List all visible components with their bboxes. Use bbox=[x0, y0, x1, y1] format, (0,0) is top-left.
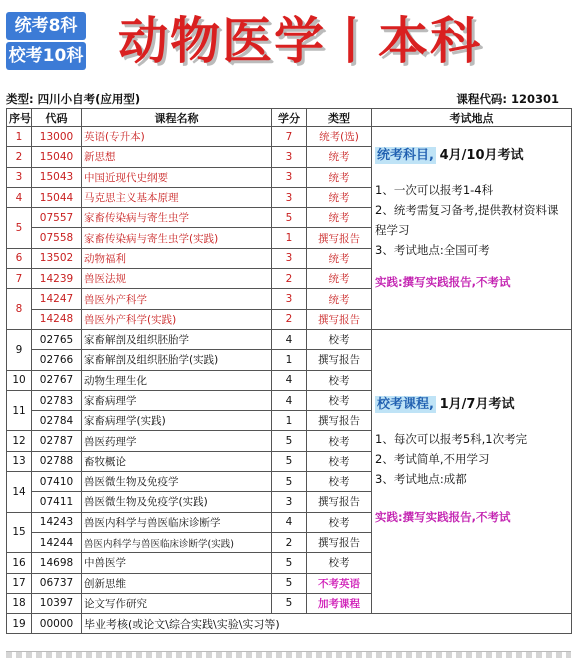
course-name: 动物生理生化 bbox=[82, 370, 272, 390]
course-code: 07558 bbox=[32, 228, 82, 248]
course-name: 家畜传染病与寄生虫学 bbox=[82, 208, 272, 228]
course-name: 马克思主义基本原理 bbox=[82, 187, 272, 207]
course-type: 校考 bbox=[307, 512, 372, 532]
course-credit: 7 bbox=[272, 127, 307, 147]
course-name: 兽医药理学 bbox=[82, 431, 272, 451]
course-credit: 3 bbox=[272, 167, 307, 187]
type-value: 四川小自考(应用型) bbox=[37, 92, 141, 106]
course-credit: 1 bbox=[272, 411, 307, 431]
row-number: 8 bbox=[7, 289, 32, 330]
course-code: 14248 bbox=[32, 309, 82, 329]
course-credit: 3 bbox=[272, 492, 307, 512]
course-type: 校考 bbox=[307, 390, 372, 410]
course-type: 撰写报告 bbox=[307, 411, 372, 431]
course-name: 兽医内科学与兽医临床诊断学(实践) bbox=[82, 532, 272, 552]
course-code: 13000 bbox=[32, 127, 82, 147]
course-credit: 3 bbox=[272, 187, 307, 207]
course-type: 不考英语 bbox=[307, 573, 372, 593]
header-code: 代码 bbox=[32, 109, 82, 127]
course-code: 07557 bbox=[32, 208, 82, 228]
course-type: 撰写报告 bbox=[307, 309, 372, 329]
course-credit: 4 bbox=[272, 512, 307, 532]
unified-exam-info bbox=[372, 127, 572, 330]
course-name: 家畜传染病与寄生虫学(实践) bbox=[82, 228, 272, 248]
course-type: 撰写报告 bbox=[307, 228, 372, 248]
row-number: 13 bbox=[7, 451, 32, 471]
course-name: 论文写作研究 bbox=[82, 593, 272, 613]
course-name: 兽医外产科学(实践) bbox=[82, 309, 272, 329]
school-exam-info bbox=[372, 329, 572, 613]
course-name: 英语(专升本) bbox=[82, 127, 272, 147]
program-type bbox=[6, 91, 140, 107]
course-name: 毕业考核(或论文\综合实践\实验\实习等) bbox=[82, 614, 572, 634]
course-code: 14243 bbox=[32, 512, 82, 532]
info-line-3: 3、考试地点:成都 bbox=[375, 471, 467, 486]
course-name: 家畜解剖及组织胚胎学(实践) bbox=[82, 350, 272, 370]
practice-note: 实践:撰写实践报告,不考试 bbox=[375, 275, 511, 289]
course-name: 中兽医学 bbox=[82, 553, 272, 573]
row-number: 14 bbox=[7, 472, 32, 513]
course-code: 02766 bbox=[32, 350, 82, 370]
row-number: 11 bbox=[7, 390, 32, 431]
header bbox=[0, 0, 575, 86]
exam-category-highlight: 校考课程, bbox=[377, 396, 434, 412]
course-credit: 2 bbox=[272, 269, 307, 289]
header-credit: 学分 bbox=[272, 109, 307, 127]
course-credit: 2 bbox=[272, 309, 307, 329]
course-credit: 5 bbox=[272, 451, 307, 471]
course-type: 统考(选) bbox=[307, 127, 372, 147]
course-type: 校考 bbox=[307, 472, 372, 492]
course-name: 家畜解剖及组织胚胎学 bbox=[82, 329, 272, 349]
info-line-2: 2、考试简单,不用学习 bbox=[375, 451, 490, 466]
course-type: 校考 bbox=[307, 329, 372, 349]
course-type: 统考 bbox=[307, 269, 372, 289]
course-name: 家畜病理学 bbox=[82, 390, 272, 410]
row-number: 19 bbox=[7, 614, 32, 634]
course-type: 统考 bbox=[307, 289, 372, 309]
course-code: 02783 bbox=[32, 390, 82, 410]
row-number: 16 bbox=[7, 553, 32, 573]
course-name: 新思想 bbox=[82, 147, 272, 167]
course-code: 15044 bbox=[32, 187, 82, 207]
exam-category-highlight: 统考科目, bbox=[377, 148, 434, 163]
course-code: 02787 bbox=[32, 431, 82, 451]
row-number: 6 bbox=[7, 248, 32, 268]
row-number: 18 bbox=[7, 593, 32, 613]
course-name: 兽医微生物及免疫学(实践) bbox=[82, 492, 272, 512]
course-credit: 5 bbox=[272, 573, 307, 593]
course-credit: 5 bbox=[272, 431, 307, 451]
info-line-3: 3、考试地点:全国可考 bbox=[375, 243, 490, 257]
row-number: 7 bbox=[7, 269, 32, 289]
course-credit: 5 bbox=[272, 553, 307, 573]
course-credit: 3 bbox=[272, 147, 307, 167]
course-name: 兽医内科学与兽医临床诊断学 bbox=[82, 512, 272, 532]
unified-count-tag: 统考8科 bbox=[6, 12, 86, 40]
course-code: 15040 bbox=[32, 147, 82, 167]
table-row bbox=[7, 127, 572, 147]
course-name: 兽医外产科学 bbox=[82, 289, 272, 309]
table-row bbox=[7, 614, 572, 634]
code-label: 课程代码: bbox=[456, 92, 507, 106]
course-code: 06737 bbox=[32, 573, 82, 593]
table-body bbox=[7, 127, 572, 634]
course-credit: 1 bbox=[272, 228, 307, 248]
course-credit: 1 bbox=[272, 350, 307, 370]
course-type: 统考 bbox=[307, 208, 372, 228]
course-code: 14698 bbox=[32, 553, 82, 573]
row-number: 3 bbox=[7, 167, 32, 187]
course-name: 动物福利 bbox=[82, 248, 272, 268]
course-code: 00000 bbox=[32, 614, 82, 634]
course-credit: 4 bbox=[272, 370, 307, 390]
course-table bbox=[6, 108, 572, 634]
course-name: 畜牧概论 bbox=[82, 451, 272, 471]
course-type: 加考课程 bbox=[307, 593, 372, 613]
course-type: 统考 bbox=[307, 167, 372, 187]
header-type: 类型 bbox=[307, 109, 372, 127]
course-code: 13502 bbox=[32, 248, 82, 268]
course-name: 家畜病理学(实践) bbox=[82, 411, 272, 431]
type-label: 类型: bbox=[6, 92, 34, 106]
course-code: 14239 bbox=[32, 269, 82, 289]
row-number: 9 bbox=[7, 329, 32, 370]
course-type: 校考 bbox=[307, 553, 372, 573]
school-count-tag: 校考10科 bbox=[6, 42, 86, 70]
course-type: 撰写报告 bbox=[307, 350, 372, 370]
course-code: 07410 bbox=[32, 472, 82, 492]
row-number: 4 bbox=[7, 187, 32, 207]
course-code: 14247 bbox=[32, 289, 82, 309]
code-value: 120301 bbox=[510, 92, 559, 106]
row-number: 12 bbox=[7, 431, 32, 451]
row-number: 10 bbox=[7, 370, 32, 390]
course-code: 02784 bbox=[32, 411, 82, 431]
row-number: 17 bbox=[7, 573, 32, 593]
header-name: 课程名称 bbox=[82, 109, 272, 127]
course-credit: 3 bbox=[272, 289, 307, 309]
course-type: 校考 bbox=[307, 451, 372, 471]
table-row bbox=[7, 329, 572, 349]
course-credit: 5 bbox=[272, 593, 307, 613]
row-number: 5 bbox=[7, 208, 32, 249]
course-type: 撰写报告 bbox=[307, 532, 372, 552]
course-credit: 5 bbox=[272, 472, 307, 492]
course-name: 中国近现代史纲要 bbox=[82, 167, 272, 187]
course-credit: 4 bbox=[272, 329, 307, 349]
course-code: 14244 bbox=[32, 532, 82, 552]
course-name: 兽医法规 bbox=[82, 269, 272, 289]
course-type: 统考 bbox=[307, 147, 372, 167]
course-credit: 5 bbox=[272, 208, 307, 228]
course-credit: 4 bbox=[272, 390, 307, 410]
course-code: 02767 bbox=[32, 370, 82, 390]
course-type: 统考 bbox=[307, 248, 372, 268]
info-line-1: 1、每次可以报考5科,1次考完 bbox=[375, 431, 528, 446]
table-header bbox=[7, 109, 572, 127]
course-name: 创新思维 bbox=[82, 573, 272, 593]
course-name: 兽医微生物及免疫学 bbox=[82, 472, 272, 492]
course-code: 02788 bbox=[32, 451, 82, 471]
course-credit: 2 bbox=[272, 532, 307, 552]
exam-time: 4月/10月考试 bbox=[439, 148, 524, 163]
row-number: 2 bbox=[7, 147, 32, 167]
course-credit: 3 bbox=[272, 248, 307, 268]
header-location: 考试地点 bbox=[372, 109, 572, 127]
info-line-2: 2、统考需复习备考,提供教材资料课程学习 bbox=[375, 203, 559, 237]
course-code: 15043 bbox=[32, 167, 82, 187]
header-no: 序号 bbox=[7, 109, 32, 127]
practice-note: 实践:撰写实践报告,不考试 bbox=[375, 509, 511, 524]
program-code bbox=[456, 91, 559, 107]
course-type: 统考 bbox=[307, 187, 372, 207]
info-line-1: 1、一次可以报考1-4科 bbox=[375, 183, 494, 197]
course-code: 02765 bbox=[32, 329, 82, 349]
row-number: 1 bbox=[7, 127, 32, 147]
course-code: 10397 bbox=[32, 593, 82, 613]
course-type: 校考 bbox=[307, 431, 372, 451]
exam-time: 1月/7月考试 bbox=[439, 396, 515, 412]
row-number: 15 bbox=[7, 512, 32, 553]
course-code: 07411 bbox=[32, 492, 82, 512]
page-title: 动物医学丨本科 bbox=[118, 12, 482, 70]
course-type: 校考 bbox=[307, 370, 372, 390]
course-type: 撰写报告 bbox=[307, 492, 372, 512]
